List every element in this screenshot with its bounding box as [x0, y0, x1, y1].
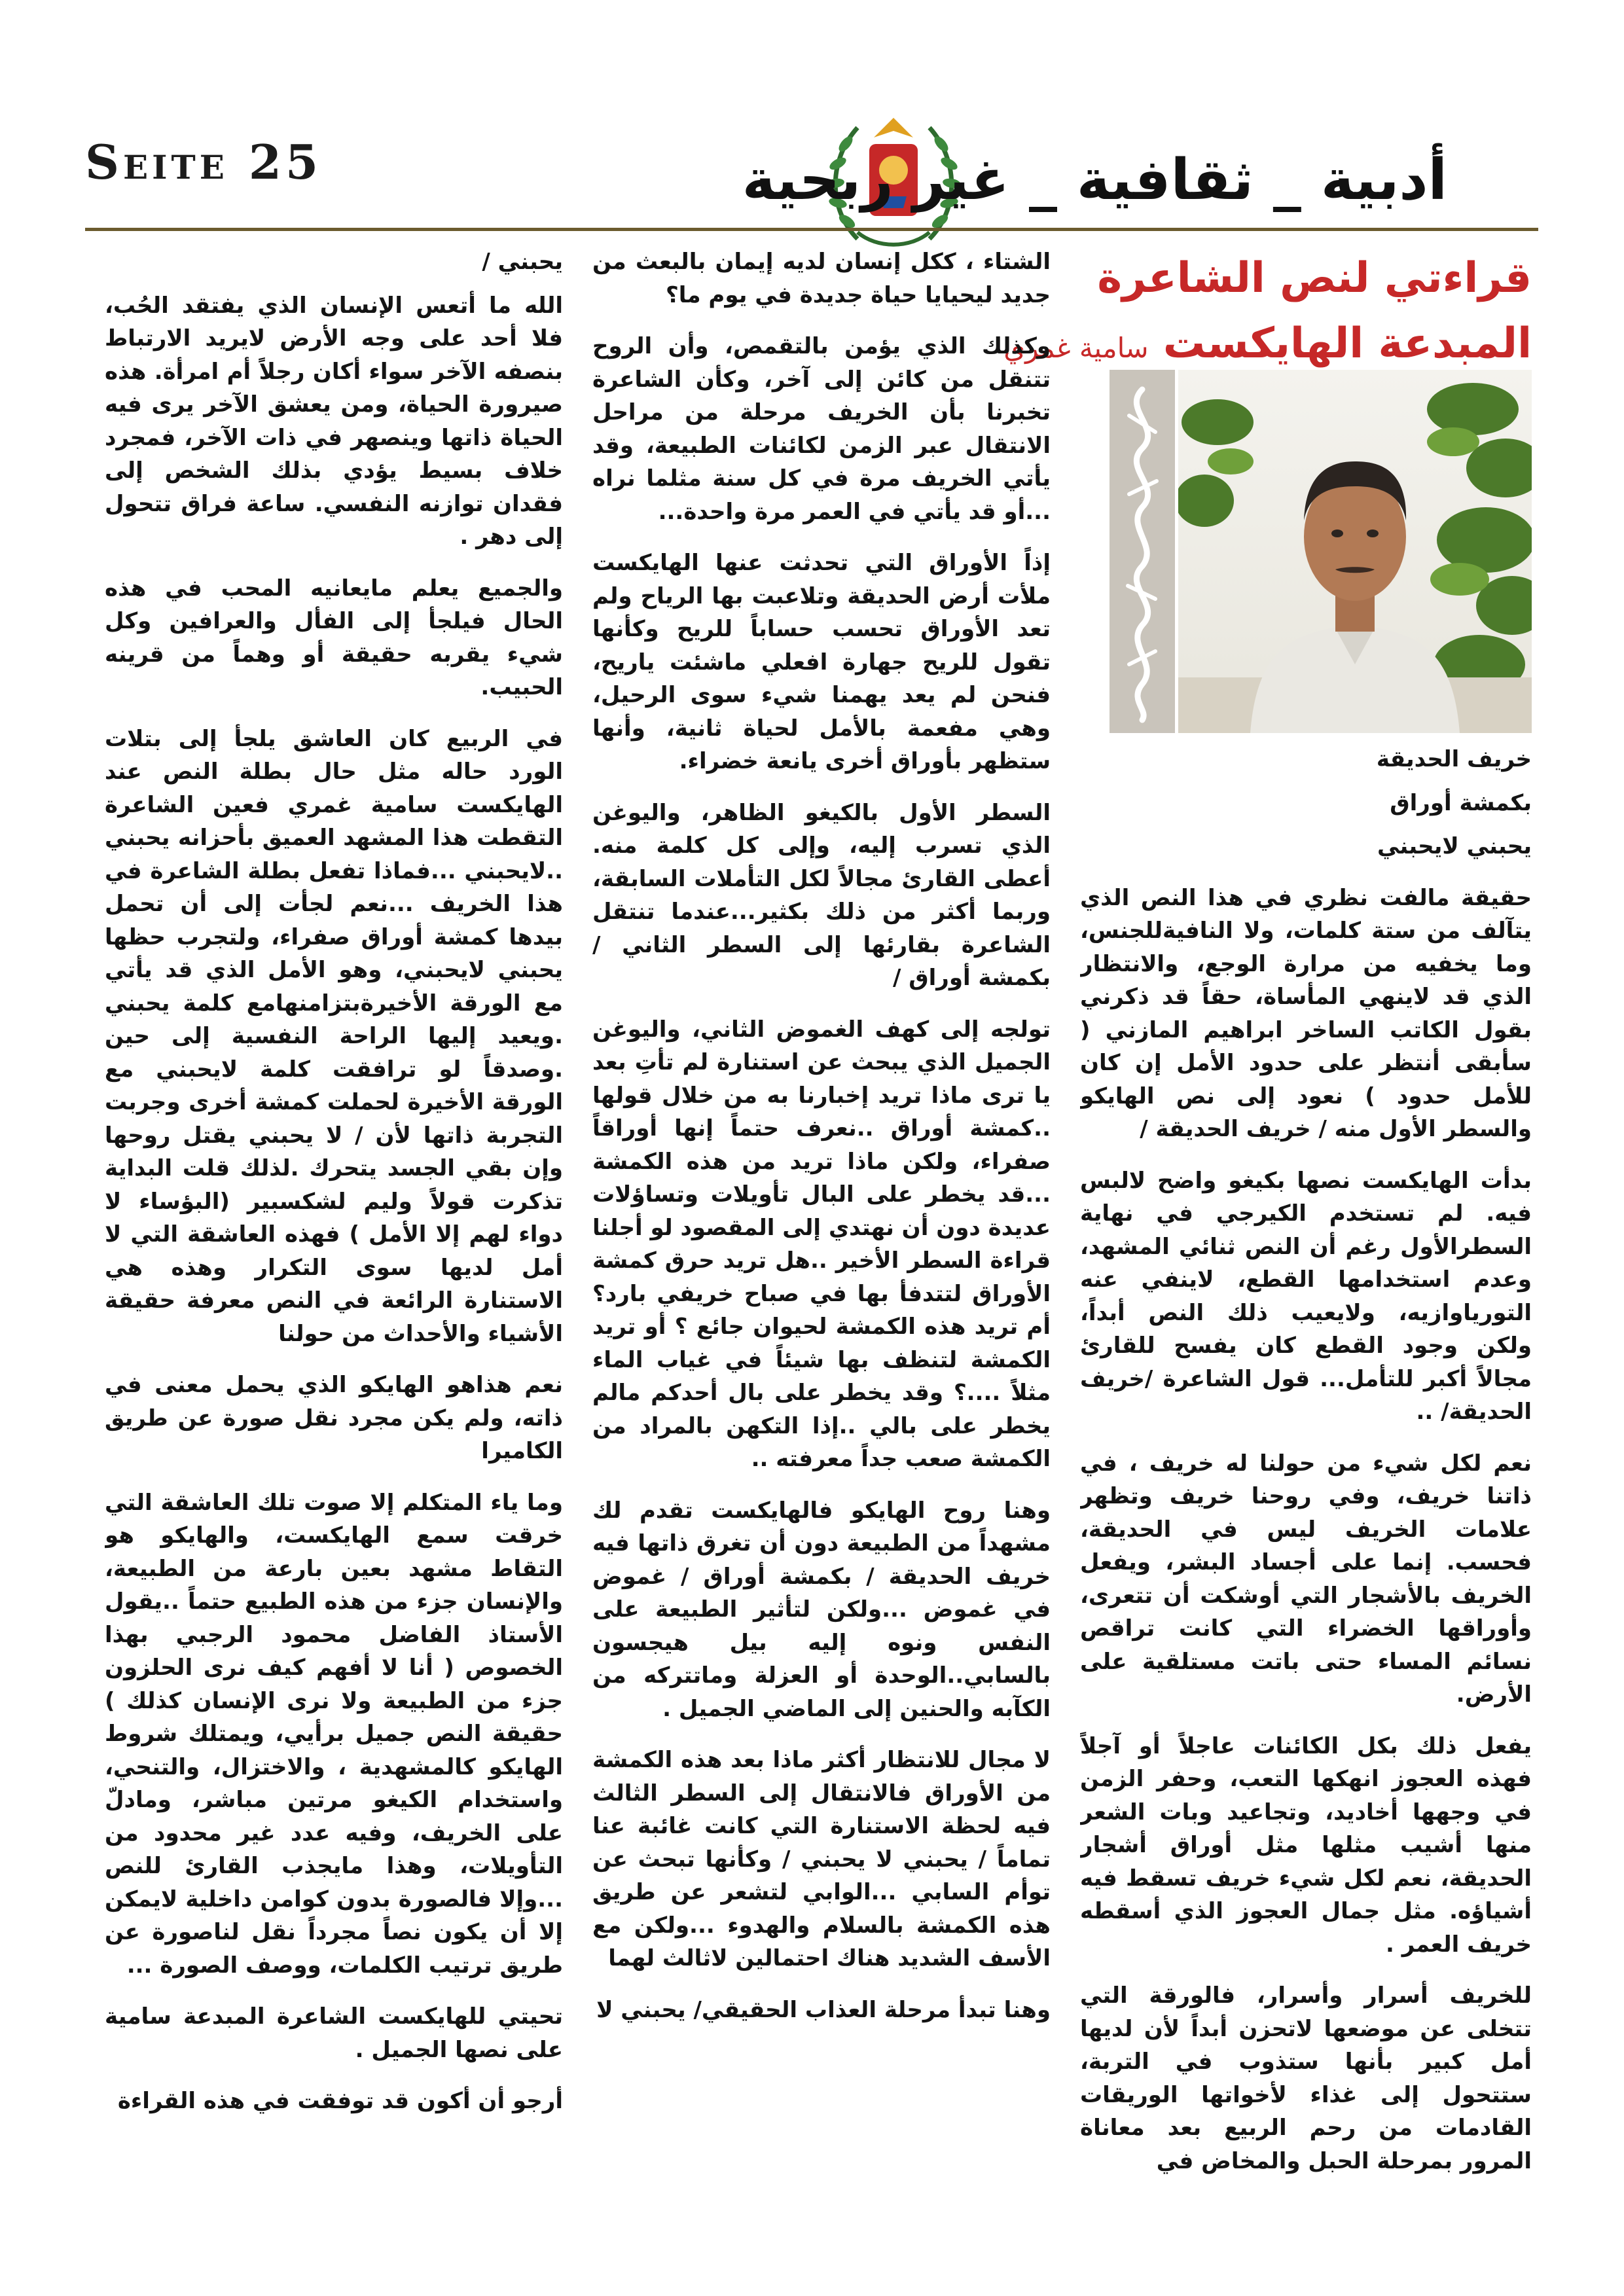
title-line-2-text: المبدعة الهايكست [1163, 319, 1532, 368]
paragraph: في الربيع كان العاشق يلجأ إلى بتلات الورد حاله مثل حال بطلة النص عند الهايكست سامية غمري فعين الشاعرة التقطت هذا المشهد العميق بأحزانه يحبني ..لايحبني ...فماذا تفعل بطلة الشاعرة في هذا الخريف ...نعم لجأت إلى أن تحمل بيدها كمشة أوراق صفراء، ولتجرب حظها يحبني لايحبني، وهو الأمل الذي قد يأتي مع الورقة الأخيرةبتزامنهامع كلمة يحبني .ويعيد إليها الراحة النفسية إلى حين .وصدقاً لو ترافقت كلمة لايحبني مع الورقة الأخيرة لحملت كمشة أخرى وجربت التجربة ذاتها لأن / لا يحبني يقتل روحها وإن بقي الجسد يتحرك .لذلك قلت البداية تذكرت قولاً وليم لشكسبير (البؤساء لا دواء لهم إلا الأمل ) فهذه العاشقة التي لا أمل لديها سوى التكرار وهذه هي الاستنارة الرائعة في النص معرفة حقيقة الأشياء والأحداث من حولنا [105, 725, 563, 1347]
paragraph: وهنا تبدأ مرحلة العذاب الحقيقي/ يحبني لا [596, 1996, 1051, 2023]
paragraph: نعم لكل شيء من حولنا له خريف ، في ذاتنا خريف، وفي روحنا خريف وتظهر علامات الخريف ليس في الحديقة، فحسب. إنما على أجساد البشر، ويفعل الخريف بالأشجار التي أوشكت أن تتعرى، وأوراقها الخضراء التي كانت تراقص نسائم المساء حتى باتت مستلقية على الأرض. [1080, 1450, 1532, 1708]
paragraph: أرجو أن أكون قد توفقت في هذه القراءة [117, 2088, 563, 2114]
poem-line-2: بكمشة أوراق [1390, 789, 1532, 816]
paragraph: نعم هذاهو الهايكو الذي يحمل معنى في ذاته، ولم يكن مجرد نقل صورة عن طريق الكاميرا [105, 1372, 563, 1464]
author-photo [1178, 370, 1532, 733]
article-title [1003, 245, 1532, 381]
signature-image [1110, 370, 1175, 733]
paragraph: للخريف أسرار وأسرار، فالورقة التي تتخلى عن موضعها لاتحزن أبداً لأن لديها أمل كبير بأنها ستذوب في التربة، ستتحول إلى غذاء لأخواتها الوريقات القادمات من رحم الربيع بعد معاناة المرور بمرحلة الحبل والمخاض في [1080, 1982, 1532, 2174]
paragraph: تحيتي للهايكست الشاعرة المبدعة سامية على نصها الجميل . [105, 2003, 563, 2063]
paragraph: يحبني / [482, 249, 563, 275]
poem-line-1: خريف الحديقة [1376, 746, 1532, 772]
paragraph: السطر الأول بالكيغو الظاهر، واليوغن الذي تسرب إليه، وإلى كل كلمة منه. أعطى القارئ مجالاً لكل التأملات السابقة، وربما أكثر من ذلك بكثير...عندما تنتقل الشاعرة بقارئها إلى السطر الثاني / بكمشة أوراق / [592, 799, 1051, 991]
article-column-left [105, 245, 563, 2215]
header-divider [85, 228, 1538, 231]
paragraph: الشتاء ، ككل إنسان لديه إيمان بالبعث من جديد ليحيايا حياة جديدة في يوم ما؟ [592, 249, 1051, 308]
signature-strip [1110, 370, 1175, 733]
article-column-right [1080, 743, 1532, 2215]
title-line-1: قراءتي لنص الشاعرة [1097, 254, 1532, 302]
paragraph: إذاً الأوراق التي تحدثت عنها الهايكست ملأت أرض الحديقة وتلاعبت بها الرياح ولم تعد الأوراق تحسب حساباً للريح وكأنها تقول للريح جهارة افعلي ماشئت ياريح، فنحن لم يعد يهمنا شيء سوى الرحيل، وهي مفعمة بالأمل لحياة ثانية، وأنها ستظهر بأوراق أخرى يانعة خضراء. [592, 550, 1051, 774]
poem-line-3: يحبني لايحبني [1377, 833, 1532, 859]
paragraph: لا مجال للانتظار أكثر ماذا بعد هذه الكمشة من الأوراق فالانتقال إلى السطر الثالث فيه لحظة الاستنارة التي كانت غائبة عنا تماماً / يحبني لا يحبني / وكأنها تبحث عن توأم السابي ...الوابي لتشعر عن طريق هذه الكمشة بالسلام والهدوء ...ولكن مع الأسف الشديد هناك احتمالين لاثالث لهما [592, 1747, 1051, 1971]
paragraph: وما ياء المتكلم إلا صوت تلك العاشقة التي خرقت سمع الهايكست، والهايكو هو التقاط مشهد بعين بارعة من الطبيعة، والإنسان جزء من هذه الطبيع حتماً ..يقول الأستاذ الفاضل محمود الرجبي بهذا الخصوص ( أنا لا أفهم كيف نرى الحلزون جزء من الطبيعة ولا نرى الإنسان كذلك ) حقيقة النص جميل برأيي، ويمتلك شروط الهايكو كالمشهدية ، والاختزال، والتنحي، واستخدام الكيغو مرتين مباشر، ومادلّ على الخريف، وفيه عدد غير محدود من التأويلات، وهذا مايجذب القارئ للنص ...وإلا فالصورة بدون كوامن داخلية لايمكن إلا أن يكون نصاً مجرداً نقل لناصورة عن طريق ترتيب الكلمات، ووصف الصورة ... [105, 1489, 563, 1979]
paragraph: وهنا روح الهايكو فالهايكست تقدم لك مشهداً من الطبيعة دون أن تغرق ذاتها فيه خريف الحديقة / بكمشة أوراق / غموض في غموض ...ولكن لتأثير الطبيعة على النفس ونوه إليه بيل هيجسون بالسابي..الوحدة أو العزلة وماتتركه من الكآبه والحنين إلى الماضي الجميل . [592, 1497, 1051, 1722]
portrait-illustration [1178, 370, 1532, 733]
paragraph: بدأت الهايكست نصها بكيغو واضح لالبس فيه. لم تستخدم الكيرجي في نهاية السطرالأول رغم أن النص ثنائي المشهد، وعدم استخدامها القطع، لاينفي عنه التورياوازيه، ولايعيب ذلك النص أبداً، ولكن وجود القطع كان يفسح للقارئ مجالاً أكبر للتأمل... قول الشاعرة /خريف الحديقة/ .. [1080, 1167, 1532, 1425]
paragraph: والجميع يعلم مايعانيه المحب في هذه الحال فيلجأ إلى الفأل والعرافين وكل شيء يقربه حقيقة أو وهماً من قرينه الحبيب. [105, 575, 563, 700]
paragraph: تولجه إلى كهف الغموض الثاني، واليوغن الجميل الذي يبحث عن استنارة لم تأتِ بعد يا ترى ماذا تريد إخبارنا به من خلال قولها ..كمشة أوراق ..نعرف حتماً إنها أوراقاً صفراء، ولكن ماذا تريد من هذه الكمشة ...قد يخطر على البال تأويلات وتساؤلات عديدة دون أن نهتدي إلى المقصود لو أجلنا قراءة السطر الأخير ..هل تريد حرق كمشة الأوراق لتتدفأ بها في صباح خريفي بارد؟ أم تريد هذه الكمشة لحيوان جائع ؟ أو تريد الكمشة لتنظف بها شيئاً في غياب الماء مثلاً ....؟ وقد يخطر على بال أحدكم مالم يخطر على بالي ..إذا التكهن بالمراد من الكمشة صعب جداً معرفته .. [592, 1016, 1051, 1472]
article-column-middle [592, 245, 1051, 2215]
paragraph: الله ما أتعس الإنسان الذي يفتقد الحُب، فلا أحد على وجه الأرض لايريد الارتباط بنصفه الآخر سواء أكان رجلاً أم امرأة. هذه صيرورة الحياة، ومن يعشق الآخر يرى فيه الحياة ذاتها وينصهر في ذات الآخر، فمجرد خلاف بسيط يؤدي بذلك الشخص إلى فقدان توازنه النفسي. ساعة فراق تتحول إلى دهر . [105, 292, 563, 550]
masthead-tagline: أدبية _ ثقافية _ غير ربحية [742, 147, 1447, 213]
paragraph: حقيقة مالفت نظري في هذا النص الذي يتآلف من ستة كلمات، ولا النافيةللجنس، وما يخفيه من مرارة الوجع، والانتظار الذي قد لاينهي المأساة، حقاً قد ذكرني بقول الكاتب الساخر ابراهيم المازني ( سأبقى أنتظر على حدود الأمل إن كان للأمل حدود ) نعود إلى نص الهايكو والسطر الأول منه / خريف الحديقة / [1080, 884, 1532, 1142]
page-number-label: Seite 25 [85, 134, 323, 190]
author-name: سامية غمري [1003, 332, 1149, 364]
paragraph: يفعل ذلك بكل الكائنات عاجلاً أو آجلاً فهذه العجوز انهكها التعب، وحفر الزمن في وجهها أخاديد، وتجاعيد وبات الشعر منها أشيب مثلها مثل أوراق أشجار الحديقة، نعم لكل شيء خريف تسقط فيه أشياؤه. مثل جمال العجوز الذي أسقطه خريف العمر . [1080, 1732, 1532, 1958]
paragraph: وكذلك الذي يؤمن بالتقمص، وأن الروح تتنقل من كائن إلى آخر، وكأن الشاعرة تخبرنا بأن الخريف مرحلة من مراحل الانتقال عبر الزمن لكائنات الطبيعة، وقد يأتي الخريف مرة في كل سنة مثلما نراه ...أو قد يأتي في العمر مرة واحدة... [592, 333, 1051, 525]
